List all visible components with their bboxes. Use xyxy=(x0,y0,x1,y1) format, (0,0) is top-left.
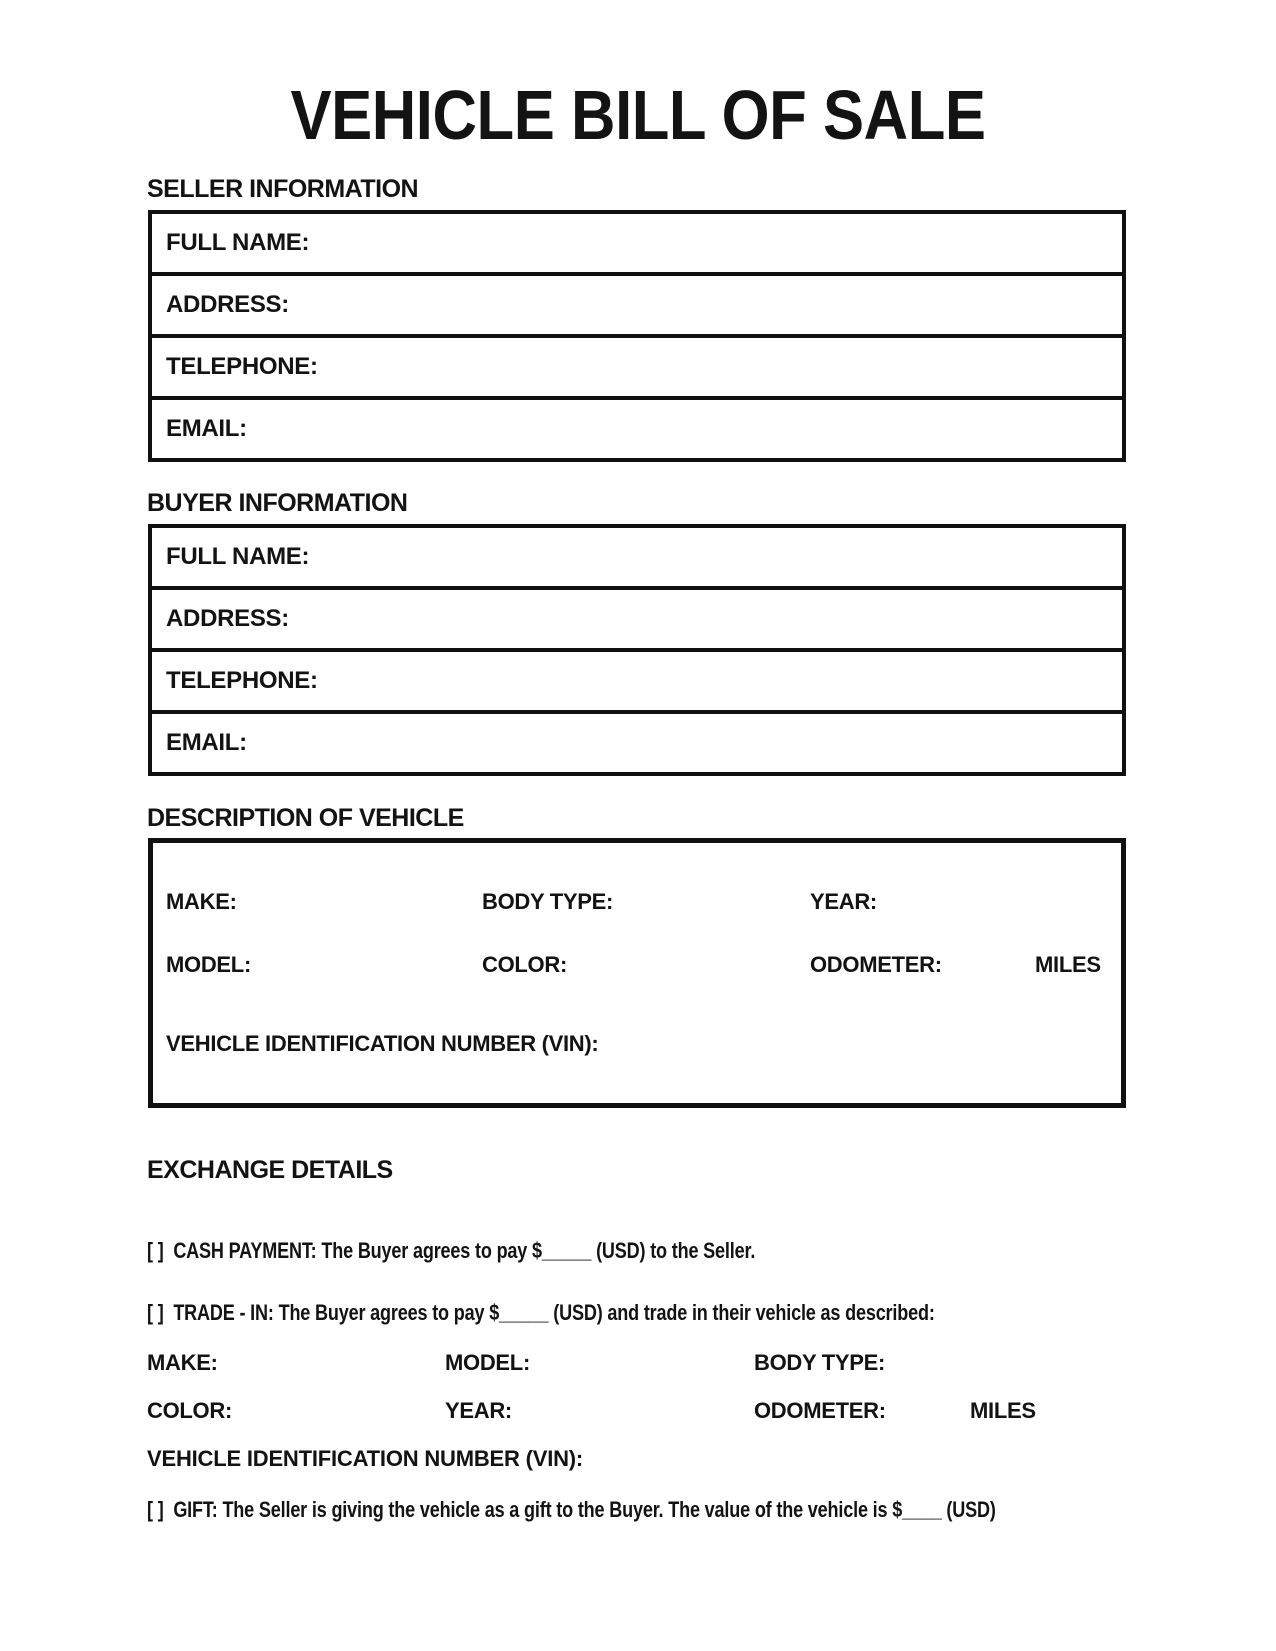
trade-vin-label: VEHICLE IDENTIFICATION NUMBER (VIN): xyxy=(147,1446,584,1471)
vehicle-section-heading: DESCRIPTION OF VEHICLE xyxy=(147,804,464,832)
trade-year-label: YEAR: xyxy=(445,1398,512,1423)
trade-model-label: MODEL: xyxy=(445,1350,530,1375)
trade-in-option xyxy=(147,1302,935,1324)
cash-payment-label: CASH PAYMENT: xyxy=(173,1238,317,1263)
cash-payment-text: The Buyer agrees to pay $_____ (USD) to the Seller. xyxy=(321,1238,756,1263)
miles-label: MILES xyxy=(1035,952,1101,977)
buyer-email-field[interactable] xyxy=(148,710,1126,776)
color-label: COLOR: xyxy=(482,952,567,977)
model-label: MODEL: xyxy=(166,952,251,977)
field-label: ADDRESS: xyxy=(166,605,289,632)
cash-payment-checkbox[interactable]: [ ] xyxy=(147,1238,164,1263)
seller-email-field[interactable] xyxy=(148,396,1126,462)
document-title: VEHICLE BILL OF SALE xyxy=(290,76,986,154)
vehicle-description-box[interactable] xyxy=(148,838,1126,1108)
buyer-section-heading: BUYER INFORMATION xyxy=(147,489,408,517)
gift-checkbox[interactable]: [ ] xyxy=(147,1497,164,1522)
trade-vehicle-row-1 xyxy=(147,1352,1197,1374)
buyer-full-name-field[interactable] xyxy=(148,524,1126,590)
field-label: EMAIL: xyxy=(166,729,247,756)
field-label: EMAIL: xyxy=(166,415,247,442)
field-label: FULL NAME: xyxy=(166,543,310,570)
field-label: TELEPHONE: xyxy=(166,353,318,380)
seller-section-heading: SELLER INFORMATION xyxy=(147,175,419,203)
gift-option xyxy=(147,1499,996,1521)
cash-payment-option xyxy=(147,1240,755,1262)
make-label: MAKE: xyxy=(166,889,237,914)
trade-body-type-label: BODY TYPE: xyxy=(754,1350,886,1375)
trade-in-label: TRADE - IN: xyxy=(173,1300,274,1325)
trade-in-text: The Buyer agrees to pay $_____ (USD) and trade in their vehicle as described: xyxy=(278,1300,935,1325)
trade-in-checkbox[interactable]: [ ] xyxy=(147,1300,164,1325)
trade-odometer-label: ODOMETER: xyxy=(754,1398,886,1423)
year-label: YEAR: xyxy=(810,889,877,914)
trade-miles-label: MILES xyxy=(970,1398,1036,1423)
gift-text: The Seller is giving the vehicle as a gift to the Buyer. The value of the vehicle is $____ (USD) xyxy=(222,1497,996,1522)
trade-vehicle-row-2 xyxy=(147,1400,1197,1422)
exchange-section-heading: EXCHANGE DETAILS xyxy=(147,1156,393,1184)
field-label: TELEPHONE: xyxy=(166,667,318,694)
seller-address-field[interactable] xyxy=(148,272,1126,338)
field-label: ADDRESS: xyxy=(166,291,289,318)
buyer-address-field[interactable] xyxy=(148,586,1126,652)
trade-make-label: MAKE: xyxy=(147,1350,218,1375)
trade-color-label: COLOR: xyxy=(147,1398,232,1423)
body-type-label: BODY TYPE: xyxy=(482,889,614,914)
buyer-telephone-field[interactable] xyxy=(148,648,1126,714)
vin-label: VEHICLE IDENTIFICATION NUMBER (VIN): xyxy=(166,1031,599,1056)
gift-label: GIFT: xyxy=(173,1497,218,1522)
seller-info-table xyxy=(148,210,1126,462)
field-label: FULL NAME: xyxy=(166,229,310,256)
odometer-label: ODOMETER: xyxy=(810,952,942,977)
buyer-info-table xyxy=(148,524,1126,776)
seller-full-name-field[interactable] xyxy=(148,210,1126,276)
trade-vin-line[interactable] xyxy=(147,1448,583,1470)
seller-telephone-field[interactable] xyxy=(148,334,1126,400)
